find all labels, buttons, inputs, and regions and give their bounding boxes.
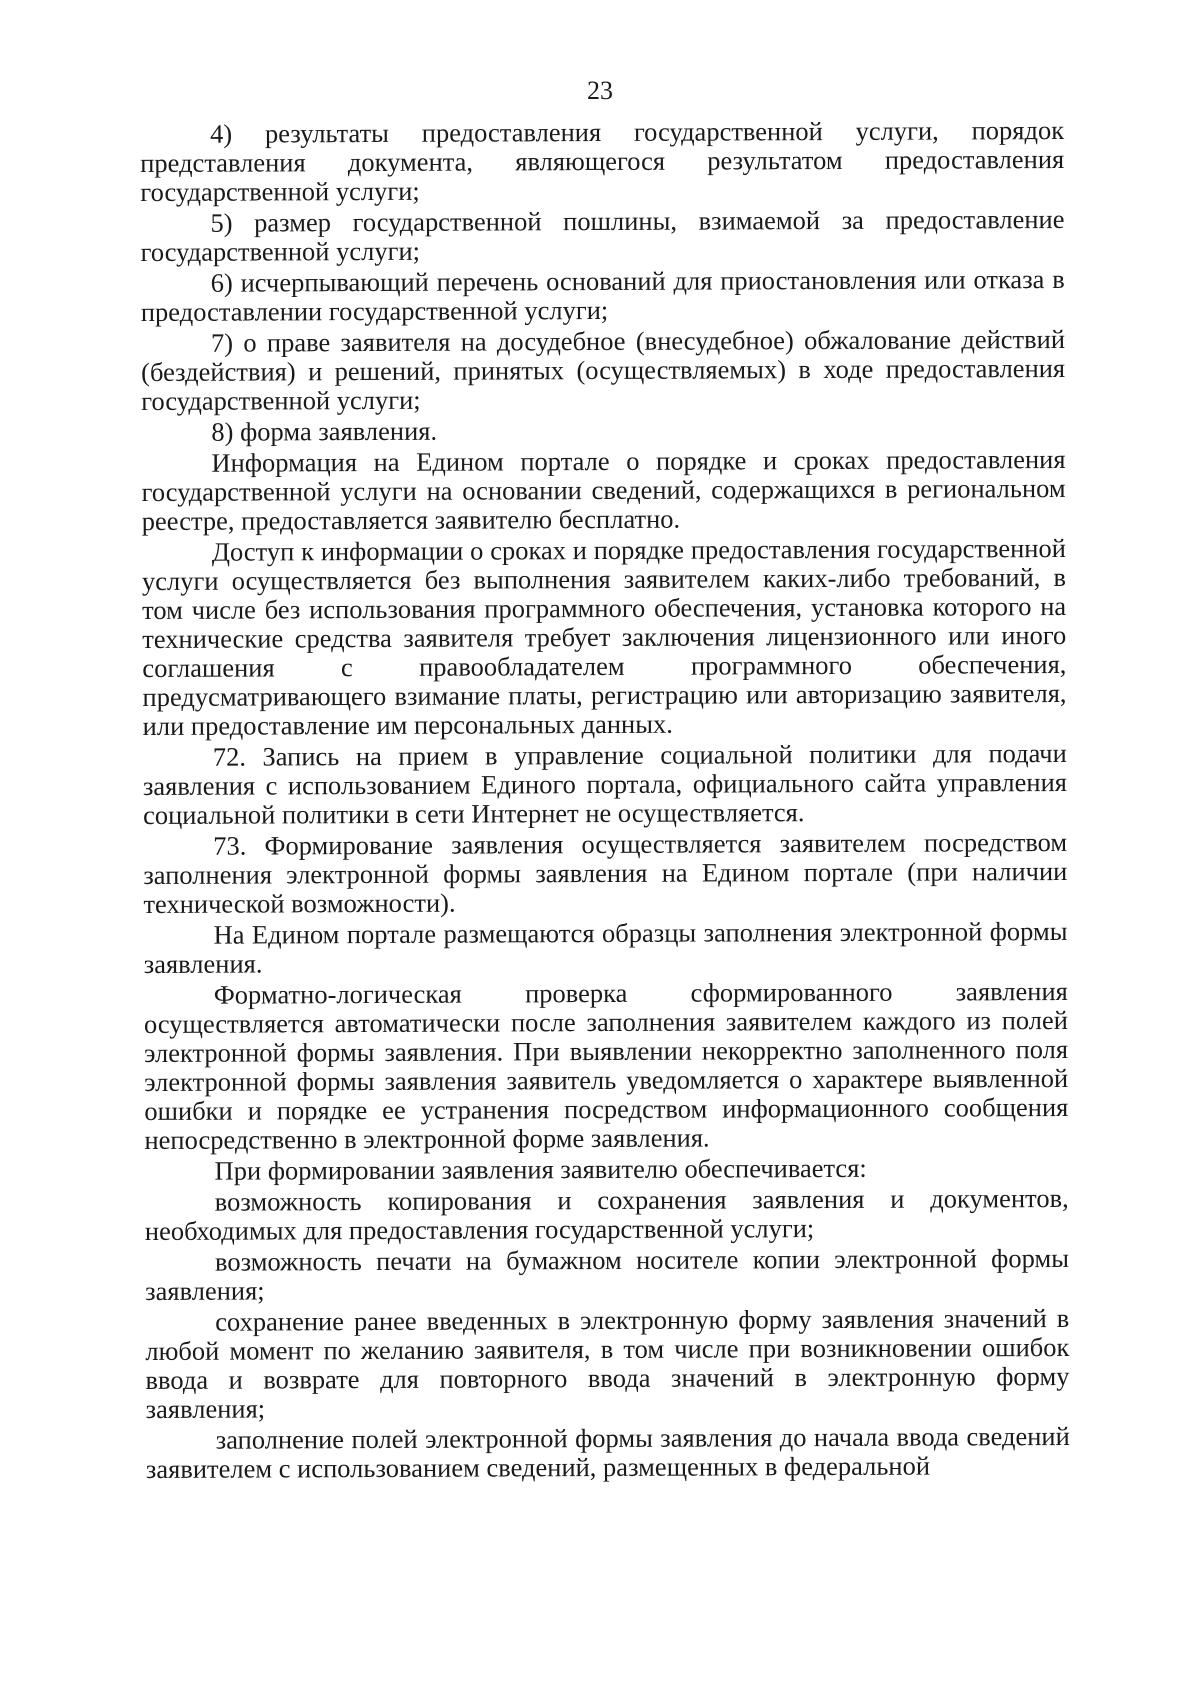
page-number: 23 [587,76,613,105]
paragraph-item-5: 5) размер государственной пошлины, взимаемой за предоставление государственной услуги; [140,203,1065,267]
paragraph-item-8: 8) форма заявления. [211,415,438,447]
paragraph-form-samples: На Едином портале размещаются образцы заполнения электронной формы заявления. [143,915,1068,979]
paragraph-provided-intro: При формировании заявления заявителю обеспечивается: [214,1152,867,1186]
document-body [140,116,1070,1486]
paragraph-print: возможность печати на бумажном носителе копии электронной формы заявления; [145,1242,1070,1306]
paragraph-access-info: Доступ к информации о сроках и порядке предоставления государственной услуги осуществляется без выполнения заявителем каких-либо требований, в том числе без использования программного обеспечения, установка которого на технические средства заявителя требует заключения лицензионного или иного соглашения с правообладателем программного обеспечения, предусматривающего взимание платы, регистрацию или авторизацию заявителя, или предоставление им персональных данных. [141,532,1067,741]
paragraph-prefill: заполнение полей электронной формы заявления до начала ввода сведений заявителем с использованием сведений, размещенных в федеральной [145,1420,1070,1484]
paragraph-clause-72: 72. Запись на прием в управление социальной политики для подачи заявления с использованием Единого портала, официального сайта управления социальной политики в сети Интернет не осуществляется. [142,737,1067,830]
paragraph-clause-73: 73. Формирование заявления осуществляется заявителем посредством заполнения электронной формы заявления на Едином портале (при наличии технической возможности). [143,826,1068,919]
paragraph-item-4: 4) результаты предоставления государственной услуги, порядок представления документа, являющегося результатом предоставления государственной услуги; [140,114,1065,207]
paragraph-item-6: 6) исчерпывающий перечень оснований для приостановления или отказа в предоставлении государственной услуги; [140,263,1065,327]
paragraph-save-values: сохранение ранее введенных в электронную форму заявления значений в любой момент по желанию заявителя, в том числе при возникновении ошибок ввода и возврате для повторного ввода значений в электронную форму заявления; [145,1302,1070,1424]
paragraph-copy-save: возможность копирования и сохранения заявления и документов, необходимых для предоставления государственной услуги; [144,1182,1069,1246]
paragraph-item-7: 7) о праве заявителя на досудебное (внесудебное) обжалование действий (бездействия) и решений, принятых (осуществляемых) в ходе предоставления государственной услуги; [141,323,1066,416]
paragraph-format-check: Форматно-логическая проверка сформированного заявления осуществляется автоматически после заполнения заявителем каждого из полей электронной формы заявления. При выявлении некорректно заполненного поля электронной формы заявления заявитель уведомляется о характере выявленной ошибки и порядке ее устранения посредством информационного сообщения непосредственно в электронной форме заявления. [143,975,1069,1155]
paragraph-portal-info: Информация на Едином портале о порядке и сроках предоставления государственной услуги на основании сведений, содержащихся в региональном реестре, предоставляется заявителю бесплатно. [141,443,1066,536]
